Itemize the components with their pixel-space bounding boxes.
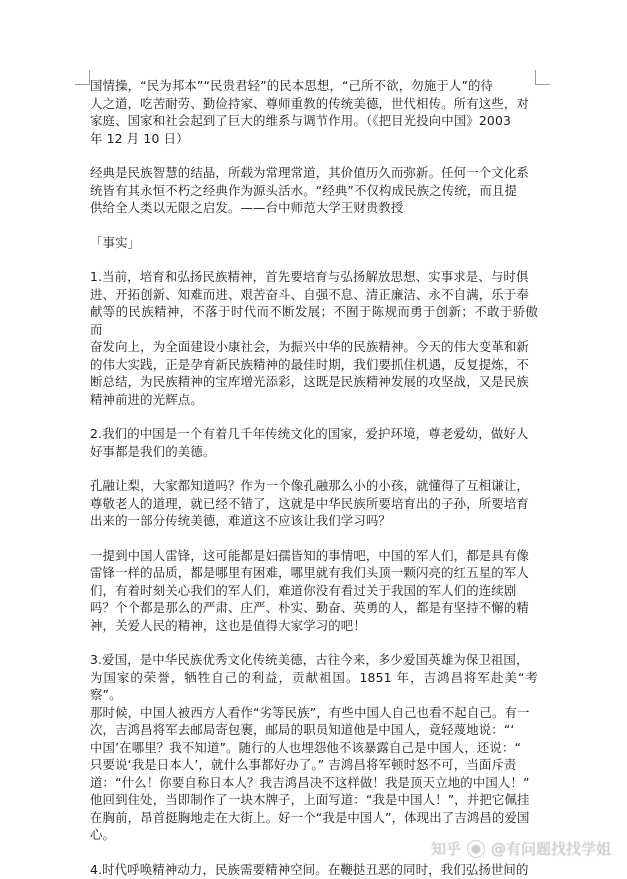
paragraph-fact-3-patriotism: 3.爱国，是中华民族优秀文化传统美德，古往今来，多少爱国英雄为保卫祖国， 为国家的荣誉，牺牲自己的利益，贡献祖国。1851 年，吉鸿昌将军赴美“考察”。 那时候，中国人被西方人看作“劣等民族”，有些中国人自己也看不起自己。有一 次，吉鸿昌将军去邮局寄包裹，邮局的职员知道他是中国人，竟轻蔑地说：“‘ 中国’在哪里？我不知道”。随行的人也埋怨他不该暴露自己是中国人，还说：“ 只要说‘我是日本人’，就什么事都好办了。” 吉鸿昌将军顿时怒不可，当面斥责 道：“什么！你要自称日本人？我吉鸿昌决不这样做！我是顶天立地的中国人！” 他回到住处，当即制作了一块木牌子，上面写道：“我是中国人！”，并把它佩挂 在胸前，昂首挺胸地走在大街上。好一个“我是中国人”，体现出了吉鸿昌的爱国 心。 — [90, 652, 538, 842]
paragraph-classics-quote: 经典是民族智慧的结晶，所载为常理常道，其价值历久而弥新。任何一个文化系 统皆有其永恒不朽之经典作为源头活水。“经典”不仅构成民族之传统，而且提 供给全人类以无限之启发。——台中师范大学王财贵教授 — [90, 165, 529, 215]
section-heading-facts: 「事实」 — [90, 234, 141, 250]
paragraph-fact-4: 4.时代呼唤精神动力，民族需要精神空间。在鞭挞丑恶的同时，我们弘扬世间的 — [90, 861, 529, 877]
crop-mark-top-left — [75, 70, 90, 85]
paragraph-kong-rong: 孔融让梨，大家都知道吗？作为一个像孔融那么小的小孩，就懂得了互相谦让， 尊敬老人的道理，就已经不错了，这就是中华民族所要培育出的子孙，所要培育 出来的一部分传统美德，难道这不应该让我们学习吗？ — [90, 478, 529, 528]
paragraph-fact-1: 1.当前，培育和弘扬民族精神，首先要培育与弘扬解放思想、实事求是、与时俱 进、开拓创新、知难而进、艰苦奋斗、自强不息、清正廉洁、永不自满，乐于奉 献等的民族精神，不落于时代而不断发展；不囿于陈规而勇于创新；不敢于骄傲而 奋发向上，为全面建设小康社会，为振兴中华的民族精神。今天的伟大变革和新 的伟大实践，正是孕育新民族精神的最佳时期，我们要抓住机遇，反复提炼，不 断总结，为民族精神的宝库增光添彩，这既是民族精神发展的攻坚战，又是民族 精神前进的光辉点。 — [90, 269, 538, 407]
paragraph-fact-2: 2.我们的中国是一个有着几千年传统文化的国家，爱护环境，尊老爱幼，做好人 好事都是我们的美德。 — [90, 426, 529, 459]
paragraph-lei-feng: 一提到中国人雷锋，这可能都是妇孺皆知的事情吧，中国的军人们，都是具有像 雷锋一样的品质，都是哪里有困难，哪里就有我们头顶一颗闪亮的红五星的军人 们，有着时刻关心我们的军人们，难道你没有看过关于我国的军人们的连续剧 吗？个个都是那么的严肃、庄严、朴实、勤奋、英勇的人，都是有坚持不懈的精 神，关爱人民的精神，这也是值得大家学习的吧！ — [90, 547, 529, 633]
watermark-brand: 知乎 — [430, 840, 461, 858]
watermark-author-icon: ● — [467, 840, 485, 858]
paragraph-national-sentiment: 国情操，“民为邦本”“民贵君轻”的民本思想，“己所不欲，勿施于人”的待 人之道，吃苦耐劳、勤俭持家、尊师重教的传统美德，世代相传。所有这些，对 家庭、国家和社会起到了巨大的维系与调节作用。（《把目光投向中国》2003 年 12 月 10 日） — [90, 78, 529, 146]
document-body — [90, 77, 538, 878]
zhihu-watermark — [431, 838, 611, 859]
watermark-author: @有问题找找学姐 — [490, 840, 611, 858]
